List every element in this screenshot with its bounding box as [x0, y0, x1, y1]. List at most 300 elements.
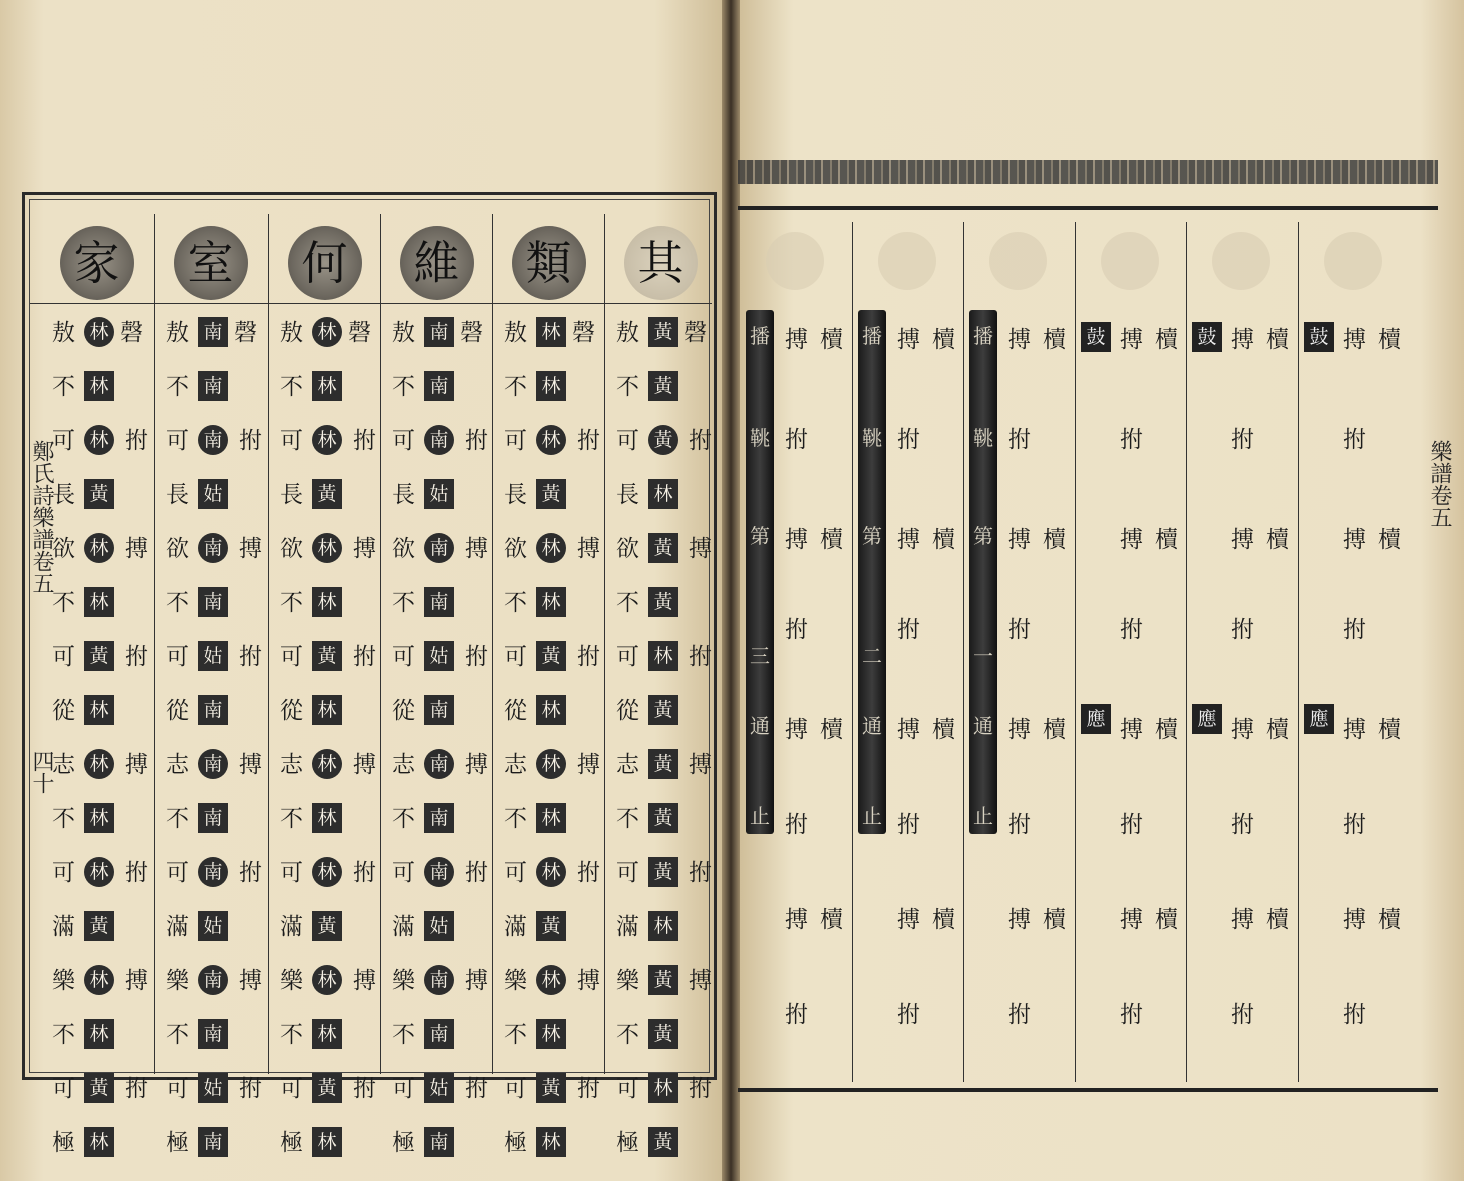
lyric-char: 不 [392, 1022, 415, 1048]
lyric-char: 志 [616, 752, 639, 778]
pitch-note: 南 [424, 371, 454, 401]
pitch-note: 姑 [198, 641, 228, 671]
pitch-note: 黃 [536, 1073, 566, 1103]
drum-mark: 鼓 [1192, 322, 1222, 352]
bo-mark: 搏 [1343, 327, 1366, 353]
lyric-char: 長 [504, 482, 527, 508]
lyric-char: 可 [52, 428, 75, 454]
heading-glyph: 室 [174, 226, 248, 300]
percussion-mark: 拊 [125, 1076, 148, 1102]
percussion-mark: 拊 [577, 860, 600, 886]
percussion-mark: 搏 [239, 752, 262, 778]
bo-mark: 搏 [1008, 717, 1031, 743]
du-mark: 櫝 [1378, 327, 1401, 353]
side-title: 樂譜卷五 [1427, 440, 1452, 528]
du-mark: 櫝 [1378, 527, 1401, 553]
percussion-mark: 拊 [125, 428, 148, 454]
percussion-mark: 拊 [353, 428, 376, 454]
du-mark: 櫝 [1266, 907, 1289, 933]
lyric-char: 滿 [392, 914, 415, 940]
pitch-note: 林 [84, 749, 114, 779]
bo-mark: 搏 [1120, 717, 1143, 743]
pitch-note: 黃 [312, 479, 342, 509]
fu-mark: 拊 [1231, 617, 1254, 643]
percussion-mark: 拊 [239, 428, 262, 454]
lyric-char: 不 [616, 590, 639, 616]
lyric-char: 志 [52, 752, 75, 778]
lyric-char: 可 [52, 860, 75, 886]
lyric-char: 極 [616, 1130, 639, 1156]
percussion-mark: 拊 [689, 1076, 712, 1102]
pitch-note: 林 [312, 371, 342, 401]
lyric-char: 可 [52, 644, 75, 670]
drum-mark: 鼓 [1081, 322, 1111, 352]
lyric-char: 不 [504, 1022, 527, 1048]
lyric-char: 極 [504, 1130, 527, 1156]
lyric-char: 志 [166, 752, 189, 778]
lyric-char: 長 [392, 482, 415, 508]
pitch-note: 姑 [424, 911, 454, 941]
lyric-char: 不 [616, 1022, 639, 1048]
bar-char: 一 [973, 644, 993, 668]
pitch-note: 姑 [198, 1073, 228, 1103]
lyric-char: 可 [504, 428, 527, 454]
pitch-note: 南 [198, 1127, 228, 1157]
column-divider [1298, 222, 1299, 1082]
pitch-note: 黃 [648, 587, 678, 617]
lyric-char: 滿 [280, 914, 303, 940]
lyric-char: 滿 [166, 914, 189, 940]
percussion-mark: 拊 [689, 428, 712, 454]
lyric-char: 可 [504, 644, 527, 670]
pitch-note: 南 [198, 317, 228, 347]
du-mark: 櫝 [1266, 327, 1289, 353]
pitch-note: 黃 [648, 965, 678, 995]
heading-divider [30, 303, 712, 304]
bo-mark: 搏 [1231, 717, 1254, 743]
pitch-note: 黃 [536, 911, 566, 941]
lyric-char: 志 [392, 752, 415, 778]
column-divider [963, 222, 964, 1082]
lyric-char: 可 [166, 644, 189, 670]
column-divider [604, 214, 605, 1074]
lyric-char: 可 [280, 644, 303, 670]
column-divider [1075, 222, 1076, 1082]
pitch-note: 林 [312, 425, 342, 455]
bar-char: 第 [750, 524, 770, 548]
percussion-mark: 搏 [239, 536, 262, 562]
pitch-note: 南 [424, 965, 454, 995]
pitch-note: 林 [536, 1127, 566, 1157]
du-mark: 櫝 [1266, 717, 1289, 743]
bo-mark: 搏 [1120, 907, 1143, 933]
du-mark: 櫝 [1266, 527, 1289, 553]
column-divider [1186, 222, 1187, 1082]
percussion-mark: 拊 [239, 644, 262, 670]
lyric-char: 志 [504, 752, 527, 778]
percussion-mark: 搏 [239, 968, 262, 994]
faded-heading [1101, 232, 1159, 290]
lyric-char: 不 [280, 806, 303, 832]
pitch-note: 林 [84, 587, 114, 617]
percussion-mark: 搏 [689, 968, 712, 994]
bo-mark: 搏 [1120, 327, 1143, 353]
lyric-char: 不 [616, 374, 639, 400]
faded-heading [878, 232, 936, 290]
pitch-note: 林 [312, 317, 342, 347]
du-mark: 櫝 [1155, 907, 1178, 933]
lyric-char: 不 [392, 590, 415, 616]
percussion-mark: 拊 [353, 644, 376, 670]
lyric-char: 可 [166, 1076, 189, 1102]
percussion-mark: 拊 [577, 1076, 600, 1102]
bo-mark: 搏 [1120, 527, 1143, 553]
pitch-note: 姑 [198, 479, 228, 509]
lyric-char: 不 [166, 374, 189, 400]
percussion-mark: 拊 [239, 860, 262, 886]
pitch-note: 林 [84, 857, 114, 887]
bar-char: 止 [973, 804, 993, 828]
fu-mark: 拊 [1120, 617, 1143, 643]
bar-char: 鞉 [862, 426, 882, 450]
pitch-note: 林 [312, 803, 342, 833]
lyric-char: 敖 [392, 320, 415, 346]
pitch-note: 林 [312, 1127, 342, 1157]
pitch-note: 南 [424, 1019, 454, 1049]
bo-mark: 搏 [897, 717, 920, 743]
pitch-note: 南 [198, 371, 228, 401]
bo-mark: 搏 [1008, 907, 1031, 933]
faded-heading [989, 232, 1047, 290]
pitch-note: 黃 [84, 911, 114, 941]
lyric-char: 欲 [616, 536, 639, 562]
lyric-char: 樂 [280, 968, 303, 994]
fu-mark: 拊 [1120, 1002, 1143, 1028]
du-mark: 櫝 [820, 907, 843, 933]
lyric-char: 不 [52, 374, 75, 400]
bar-char: 鞉 [973, 426, 993, 450]
lyric-char: 不 [392, 806, 415, 832]
fu-mark: 拊 [1120, 812, 1143, 838]
lyric-char: 可 [392, 428, 415, 454]
lyric-char: 欲 [280, 536, 303, 562]
pitch-note: 林 [536, 371, 566, 401]
du-mark: 櫝 [1043, 717, 1066, 743]
percussion-mark: 搏 [125, 968, 148, 994]
lyric-char: 從 [280, 698, 303, 724]
percussion-mark: 搏 [465, 752, 488, 778]
bo-mark: 搏 [1343, 527, 1366, 553]
bo-mark: 搏 [1231, 327, 1254, 353]
heading-glyph: 其 [624, 226, 698, 300]
lyric-char: 敖 [616, 320, 639, 346]
column-divider [380, 214, 381, 1074]
fu-mark: 拊 [785, 617, 808, 643]
pitch-note: 南 [424, 749, 454, 779]
pitch-note: 林 [84, 533, 114, 563]
pitch-note: 林 [84, 965, 114, 995]
column-divider [492, 214, 493, 1074]
bar-char: 鞉 [750, 426, 770, 450]
percussion-mark: 搏 [577, 968, 600, 994]
du-mark: 櫝 [932, 327, 955, 353]
pitch-note: 南 [198, 695, 228, 725]
pitch-note: 黃 [312, 911, 342, 941]
percussion-mark: 搏 [125, 752, 148, 778]
lyric-char: 可 [280, 1076, 303, 1102]
bar-char: 第 [973, 524, 993, 548]
pitch-note: 林 [536, 533, 566, 563]
lyric-char: 可 [392, 860, 415, 886]
pitch-note: 黃 [648, 857, 678, 887]
lyric-char: 可 [616, 428, 639, 454]
pitch-note: 林 [536, 695, 566, 725]
ying-mark: 應 [1304, 704, 1334, 734]
du-mark: 櫝 [820, 327, 843, 353]
du-mark: 櫝 [932, 717, 955, 743]
lyric-char: 不 [504, 590, 527, 616]
lyric-char: 敖 [166, 320, 189, 346]
bar-char: 止 [750, 804, 770, 828]
percussion-mark: 拊 [577, 428, 600, 454]
pitch-note: 姑 [424, 641, 454, 671]
bo-mark: 搏 [1231, 907, 1254, 933]
pitch-note: 林 [312, 1019, 342, 1049]
bo-mark: 搏 [897, 527, 920, 553]
lyric-char: 欲 [166, 536, 189, 562]
ying-mark: 應 [1192, 704, 1222, 734]
bar-char: 止 [862, 804, 882, 828]
fu-mark: 拊 [1343, 617, 1366, 643]
lyric-char: 從 [504, 698, 527, 724]
lyric-char: 可 [280, 428, 303, 454]
lyric-char: 樂 [616, 968, 639, 994]
bo-mark: 搏 [1231, 527, 1254, 553]
lyric-char: 可 [392, 1076, 415, 1102]
pitch-note: 林 [84, 425, 114, 455]
pitch-note: 姑 [424, 1073, 454, 1103]
pitch-note: 林 [312, 533, 342, 563]
fu-mark: 拊 [897, 812, 920, 838]
lyric-char: 敖 [52, 320, 75, 346]
du-mark: 櫝 [1378, 907, 1401, 933]
pitch-note: 林 [312, 749, 342, 779]
qing-label: 磬 [684, 320, 707, 346]
lyric-char: 欲 [392, 536, 415, 562]
percussion-mark: 拊 [353, 860, 376, 886]
pitch-note: 南 [424, 857, 454, 887]
bo-mark: 搏 [1008, 327, 1031, 353]
lyric-char: 長 [280, 482, 303, 508]
percussion-mark: 搏 [353, 752, 376, 778]
pitch-note: 南 [198, 749, 228, 779]
bar-char: 第 [862, 524, 882, 548]
pitch-note: 黃 [84, 479, 114, 509]
pitch-note: 林 [312, 587, 342, 617]
percussion-mark: 拊 [353, 1076, 376, 1102]
lyric-char: 極 [52, 1130, 75, 1156]
pitch-note: 林 [84, 1019, 114, 1049]
bo-mark: 搏 [1008, 527, 1031, 553]
bar-char: 通 [750, 714, 770, 738]
faded-heading [766, 232, 824, 290]
du-mark: 櫝 [1043, 327, 1066, 353]
lyric-char: 從 [166, 698, 189, 724]
qing-label: 磬 [572, 320, 595, 346]
pitch-note: 黃 [648, 425, 678, 455]
percussion-mark: 搏 [689, 536, 712, 562]
pitch-note: 南 [424, 587, 454, 617]
faded-heading [1324, 232, 1382, 290]
lyric-char: 不 [280, 1022, 303, 1048]
pitch-note: 林 [536, 317, 566, 347]
lyric-char: 滿 [616, 914, 639, 940]
percussion-mark: 拊 [689, 860, 712, 886]
pitch-note: 南 [424, 317, 454, 347]
lyric-char: 不 [616, 806, 639, 832]
pitch-note: 姑 [198, 911, 228, 941]
drum-section-bar [969, 310, 997, 834]
percussion-mark: 拊 [465, 860, 488, 886]
pitch-note: 林 [536, 425, 566, 455]
pitch-note: 黃 [648, 803, 678, 833]
pitch-note: 林 [84, 317, 114, 347]
pitch-note: 南 [424, 533, 454, 563]
pitch-note: 林 [536, 1019, 566, 1049]
pitch-note: 林 [648, 1073, 678, 1103]
lyric-char: 不 [392, 374, 415, 400]
qing-label: 磬 [460, 320, 483, 346]
lyric-char: 可 [504, 1076, 527, 1102]
pitch-note: 黃 [536, 641, 566, 671]
qing-label: 磬 [234, 320, 257, 346]
fu-mark: 拊 [1343, 427, 1366, 453]
bar-char: 二 [862, 644, 882, 668]
fu-mark: 拊 [1008, 812, 1031, 838]
pitch-note: 黃 [536, 479, 566, 509]
lyric-char: 可 [280, 860, 303, 886]
bar-char: 通 [862, 714, 882, 738]
du-mark: 櫝 [1155, 327, 1178, 353]
pitch-note: 南 [424, 803, 454, 833]
pitch-note: 南 [424, 1127, 454, 1157]
du-mark: 櫝 [932, 907, 955, 933]
bo-mark: 搏 [1343, 907, 1366, 933]
pitch-note: 林 [84, 803, 114, 833]
pitch-note: 南 [198, 857, 228, 887]
pitch-note: 林 [648, 641, 678, 671]
lyric-char: 長 [52, 482, 75, 508]
percussion-mark: 拊 [125, 644, 148, 670]
pitch-note: 南 [424, 695, 454, 725]
lyric-char: 從 [52, 698, 75, 724]
lyric-char: 滿 [504, 914, 527, 940]
bo-mark: 搏 [785, 717, 808, 743]
percussion-mark: 拊 [577, 644, 600, 670]
pitch-note: 林 [84, 695, 114, 725]
lyric-char: 從 [616, 698, 639, 724]
du-mark: 櫝 [1043, 907, 1066, 933]
column-divider [154, 214, 155, 1074]
lyric-char: 極 [166, 1130, 189, 1156]
fu-mark: 拊 [1231, 427, 1254, 453]
lyric-char: 樂 [52, 968, 75, 994]
pitch-note: 南 [198, 425, 228, 455]
percussion-mark: 搏 [353, 968, 376, 994]
lyric-char: 欲 [52, 536, 75, 562]
drum-section-bar [746, 310, 774, 834]
lyric-char: 可 [504, 860, 527, 886]
bo-mark: 搏 [897, 907, 920, 933]
lyric-char: 可 [166, 428, 189, 454]
qing-label: 磬 [348, 320, 371, 346]
fu-mark: 拊 [1231, 812, 1254, 838]
pitch-note: 林 [312, 695, 342, 725]
percussion-mark: 拊 [465, 644, 488, 670]
pitch-note: 林 [536, 965, 566, 995]
lyric-char: 長 [616, 482, 639, 508]
pitch-note: 林 [536, 857, 566, 887]
fu-mark: 拊 [1120, 427, 1143, 453]
fu-mark: 拊 [1008, 427, 1031, 453]
pitch-note: 黃 [648, 371, 678, 401]
lyric-char: 可 [52, 1076, 75, 1102]
fu-mark: 拊 [1008, 1002, 1031, 1028]
pitch-note: 林 [648, 911, 678, 941]
percussion-mark: 搏 [577, 752, 600, 778]
bar-char: 通 [973, 714, 993, 738]
bar-char: 三 [750, 644, 770, 668]
pitch-note: 黃 [84, 641, 114, 671]
percussion-mark: 拊 [239, 1076, 262, 1102]
du-mark: 櫝 [820, 527, 843, 553]
drum-mark: 鼓 [1304, 322, 1334, 352]
top-border-band [738, 160, 1438, 184]
lyric-char: 可 [616, 860, 639, 886]
bo-mark: 搏 [785, 527, 808, 553]
bo-mark: 搏 [1343, 717, 1366, 743]
pitch-note: 南 [198, 587, 228, 617]
lyric-char: 樂 [504, 968, 527, 994]
pitch-note: 林 [648, 479, 678, 509]
heading-glyph: 類 [512, 226, 586, 300]
pitch-note: 南 [424, 425, 454, 455]
pitch-note: 黃 [84, 1073, 114, 1103]
bar-char: 播 [862, 324, 882, 348]
percussion-mark: 拊 [125, 860, 148, 886]
fu-mark: 拊 [785, 427, 808, 453]
heading-glyph: 維 [400, 226, 474, 300]
pitch-note: 黃 [312, 1073, 342, 1103]
du-mark: 櫝 [1155, 717, 1178, 743]
lyric-char: 極 [392, 1130, 415, 1156]
spine-title: 鄭氏詩樂譜卷五 [29, 440, 54, 594]
faded-heading [1212, 232, 1270, 290]
bo-mark: 搏 [785, 907, 808, 933]
pitch-note: 南 [198, 965, 228, 995]
lyric-char: 不 [504, 374, 527, 400]
pitch-note: 林 [312, 857, 342, 887]
fu-mark: 拊 [1231, 1002, 1254, 1028]
pitch-note: 黃 [312, 641, 342, 671]
lyric-char: 欲 [504, 536, 527, 562]
lyric-char: 滿 [52, 914, 75, 940]
percussion-mark: 拊 [465, 1076, 488, 1102]
percussion-mark: 搏 [465, 536, 488, 562]
lyric-char: 不 [280, 374, 303, 400]
fu-mark: 拊 [1343, 1002, 1366, 1028]
lyric-char: 不 [52, 1022, 75, 1048]
